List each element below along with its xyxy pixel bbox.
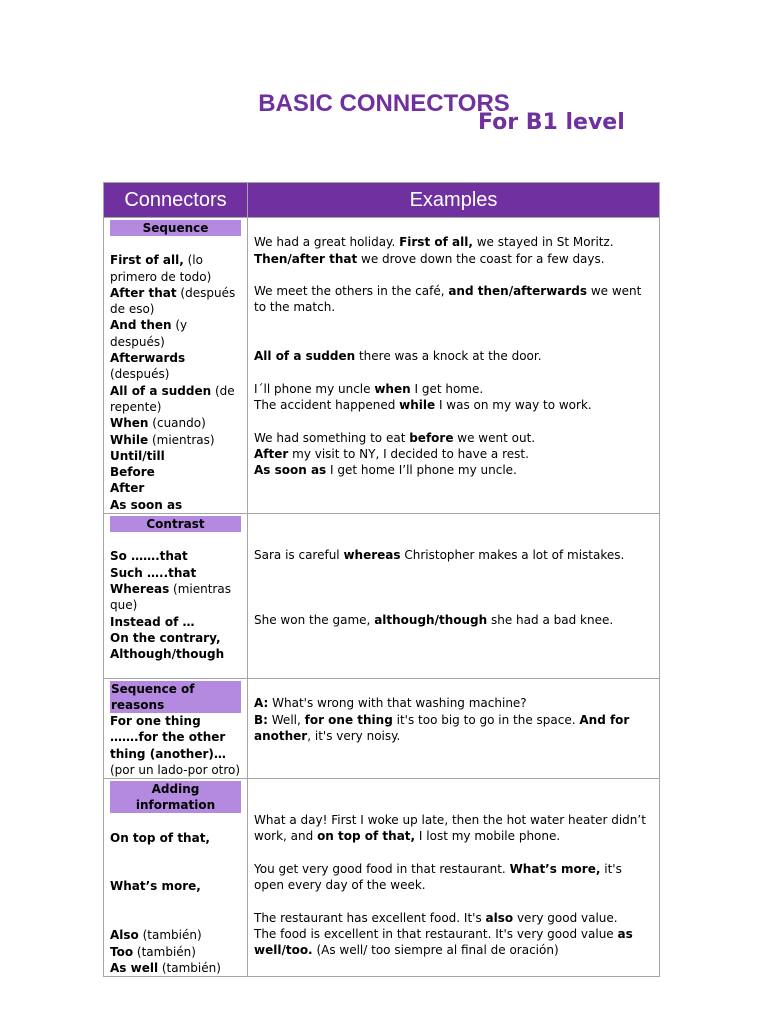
example-line: The accident happened while I was on my way to work. <box>254 398 592 413</box>
example-line: After my visit to NY, I decided to have a rest. <box>254 447 529 462</box>
example-line: We had a great holiday. First of all, we stayed in St Moritz. <box>254 235 614 250</box>
examples-cell <box>248 218 660 514</box>
connector-item: Although/though <box>110 647 225 662</box>
section-label: Contrast <box>110 516 241 532</box>
example-line: As soon as I get home I’ll phone my uncle. <box>254 463 517 478</box>
section-row-adding <box>104 779 660 977</box>
page-subtitle: For B1 level <box>478 110 625 135</box>
example-line: Then/after that we drove down the coast for a few days. <box>254 251 605 266</box>
connector-item: When (cuando) <box>110 416 206 431</box>
connectors-cell <box>104 679 248 779</box>
examples-cell <box>248 779 660 977</box>
connectors-table <box>103 182 660 977</box>
examples-cell <box>248 679 660 779</box>
connector-item: What’s more, <box>110 879 201 894</box>
connector-item: On the contrary, <box>110 630 221 645</box>
connector-item: While (mientras) <box>110 432 215 447</box>
example-line: You get very good food in that restaurant. What’s more, it's open every day of the week. <box>254 861 622 893</box>
connectors-cell <box>104 218 248 514</box>
example-line: What a day! First I woke up late, then the hot water heater didn’t work, and on top of that, I lost my mobile phone. <box>254 812 646 844</box>
connector-item: Before <box>110 465 155 480</box>
connector-item: All of a sudden (de repente) <box>110 383 235 414</box>
connector-item: Instead of … <box>110 614 195 629</box>
connector-item: And then (y después) <box>110 318 188 349</box>
example-line: A: What's wrong with that washing machine? <box>254 696 527 711</box>
example-line: The restaurant has excellent food. It's also very good value. <box>254 910 618 925</box>
example-line: I´ll phone my uncle when I get home. <box>254 381 484 396</box>
connector-item: For one thing …….for the other thing (another)… (por un lado-por otro) <box>110 714 241 777</box>
section-row-reasons <box>104 679 660 779</box>
connector-item: On top of that, <box>110 830 210 845</box>
connectors-header: Connectors <box>104 183 248 218</box>
examples-header: Examples <box>248 183 660 218</box>
connector-item: After <box>110 481 145 496</box>
connector-item: Afterwards (después) <box>110 351 186 382</box>
section-label: Sequence of reasons <box>110 681 241 713</box>
example-line: All of a sudden there was a knock at the door. <box>254 349 542 364</box>
connectors-cell <box>104 779 248 977</box>
table-header-row <box>104 183 660 218</box>
connector-item: So …….that <box>110 549 188 564</box>
example-line: B: Well, for one thing it's too big to go in the space. And for another, it's very noisy. <box>254 712 630 743</box>
examples-cell <box>248 514 660 679</box>
connector-item: First of all, (lo primero de todo) <box>110 253 212 284</box>
section-row-sequence <box>104 218 660 514</box>
connectors-cell <box>104 514 248 679</box>
connector-item: Until/till <box>110 448 165 463</box>
connector-item: Such …..that <box>110 565 197 580</box>
connector-item: As well (también) <box>110 960 221 975</box>
connector-item: As soon as <box>110 497 183 512</box>
connector-item: After that (después de eso) <box>110 285 236 317</box>
connector-item: Whereas (mientras que) <box>110 581 231 613</box>
connector-item: Too (también) <box>110 944 196 959</box>
example-line: We meet the others in the café, and then/afterwards we went to the match. <box>254 284 642 315</box>
section-label: Adding information <box>110 781 241 813</box>
connector-item: Also (también) <box>110 928 202 943</box>
example-line: Sara is careful whereas Christopher makes a lot of mistakes. <box>254 547 625 562</box>
page-title: BASIC CONNECTORS <box>258 90 510 117</box>
example-line: We had something to eat before we went out. <box>254 430 536 445</box>
example-line: She won the game, although/though she had a bad knee. <box>254 612 614 627</box>
example-line: The food is excellent in that restaurant. It's very good value as well/too. (As well/ too siempre al final de oración) <box>254 926 633 958</box>
section-label: Sequence <box>110 220 241 236</box>
section-row-contrast <box>104 514 660 679</box>
